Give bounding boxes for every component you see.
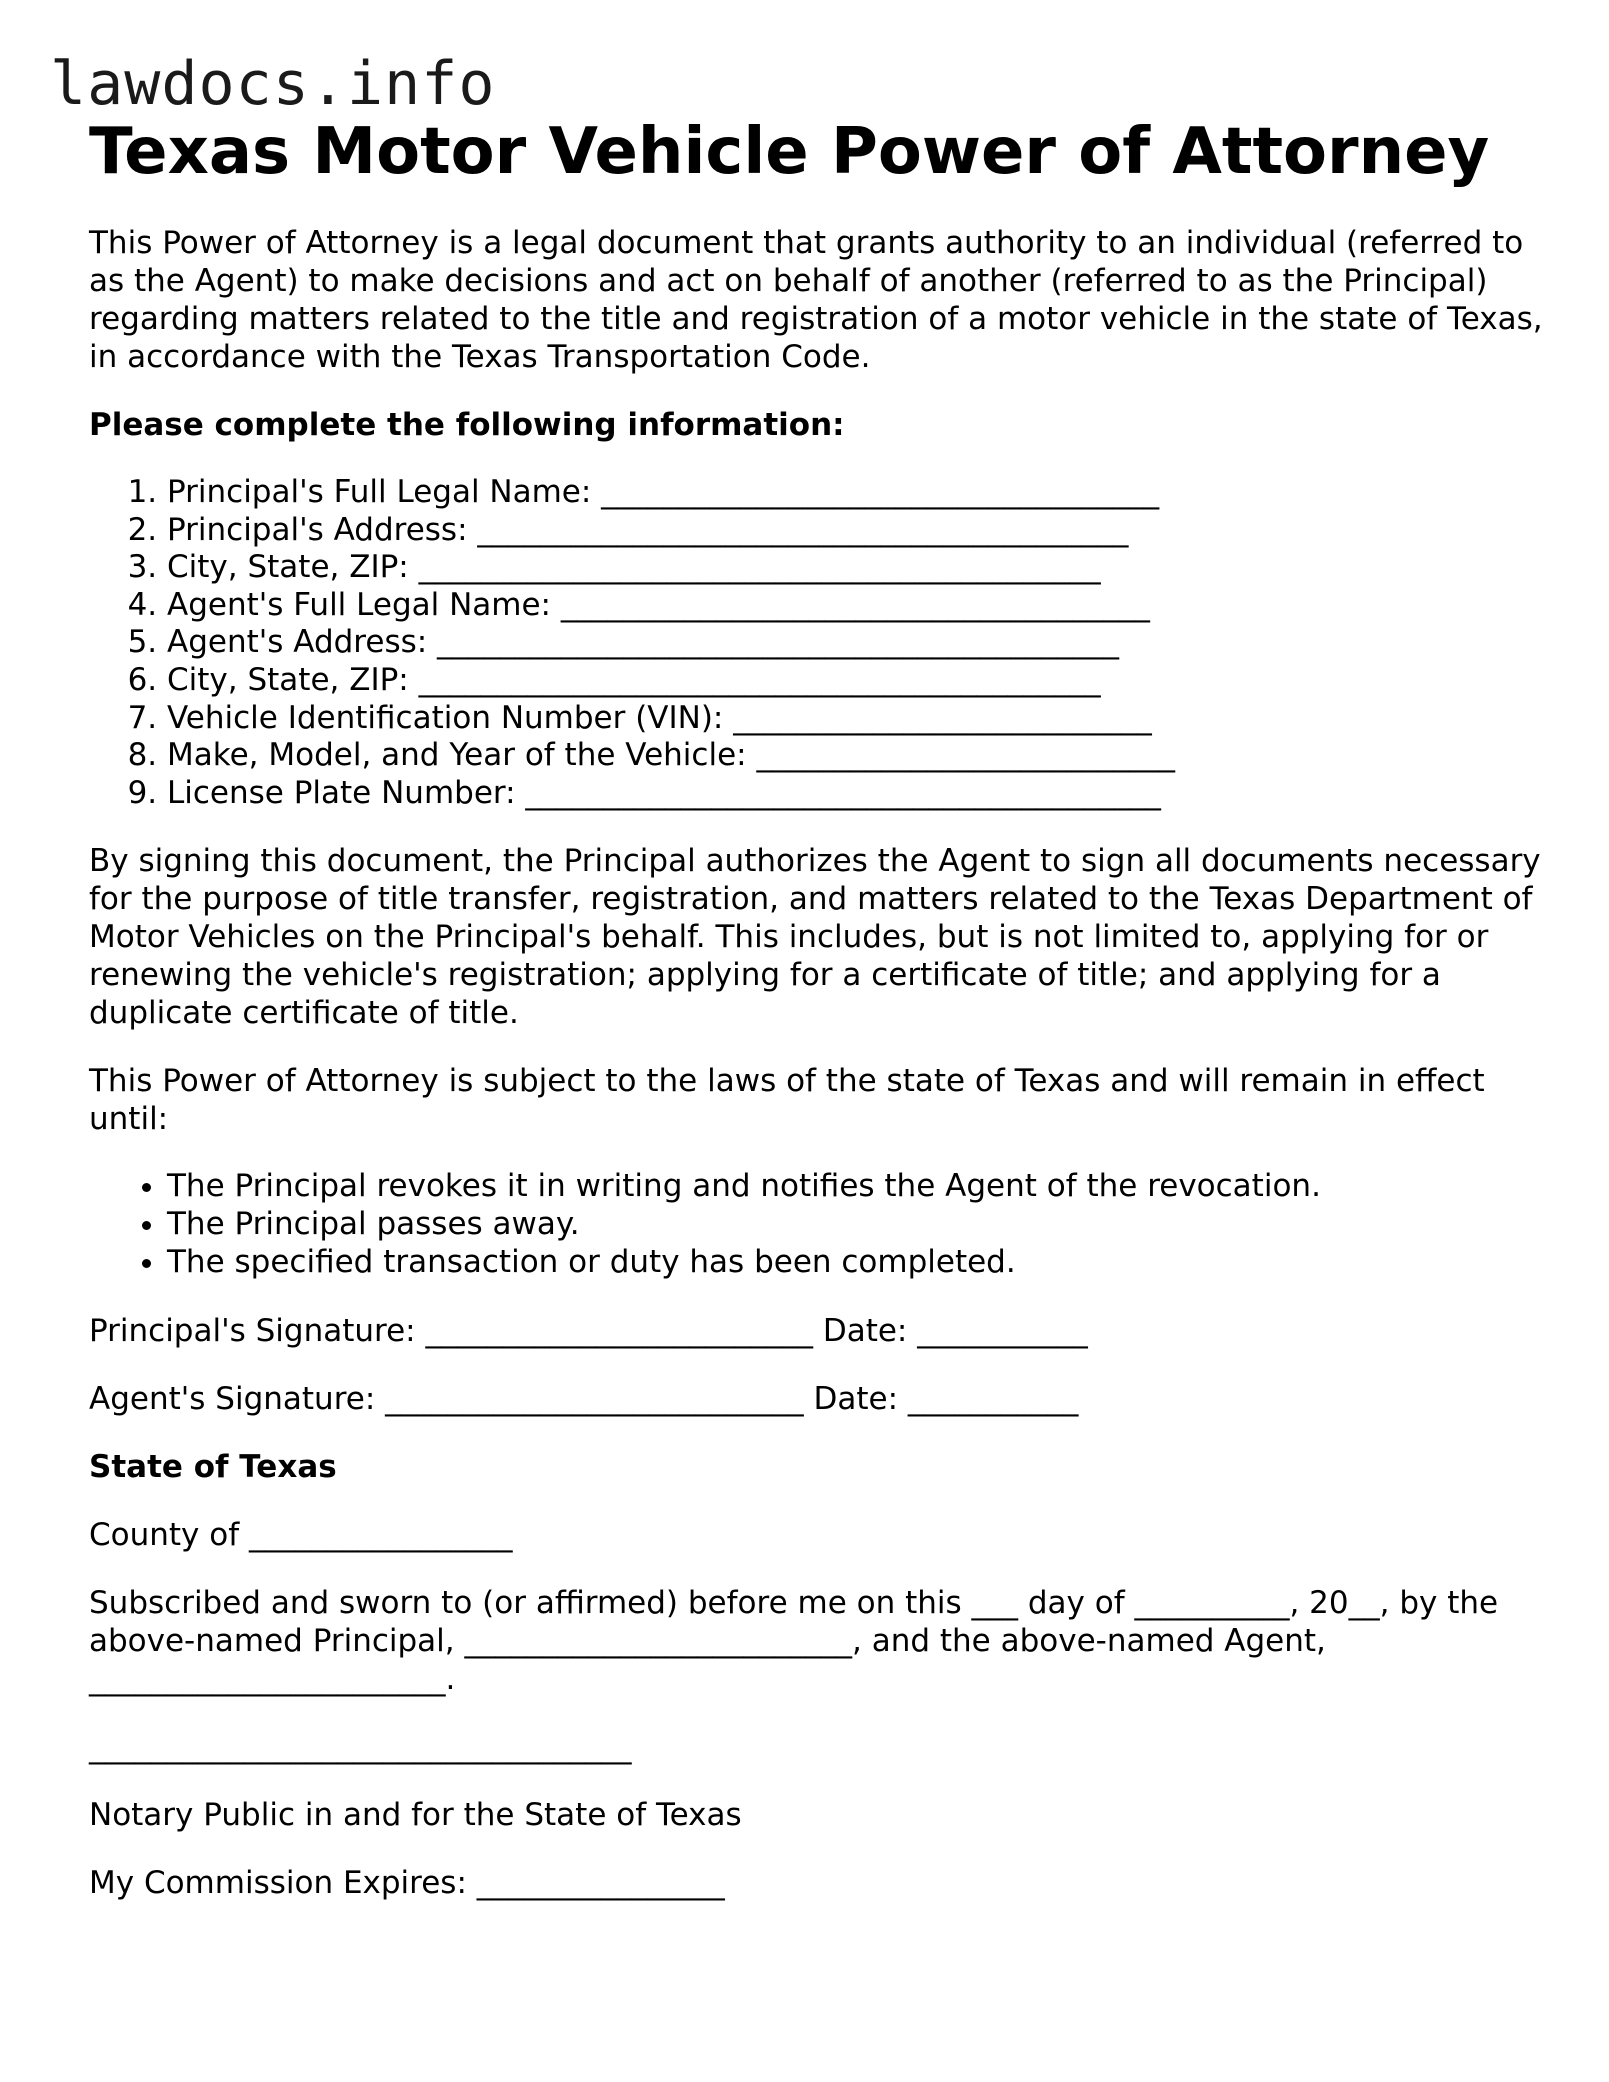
field-principal-name: 1. Principal's Full Legal Name: ____________________________________: [167, 474, 1549, 512]
instructions-heading: Please complete the following information:: [89, 407, 845, 443]
notary-title: Notary Public in and for the State of Texas: [89, 1796, 742, 1833]
document-title: Texas Motor Vehicle Power of Attorney: [89, 115, 1490, 189]
authorization-paragraph: By signing this document, the Principal authorizes the Agent to sign all documents necessary for the purpose of title transfer, registration, and matters related to the Texas Department of Motor Vehicles on the Principal's behalf. This includes, but is not limited to, applying for or renewing the vehicle's registration; applying for a certificate of title; and applying for a duplicate certificate of title.: [89, 843, 1541, 1032]
document: [89, 112, 1549, 1902]
condition-item: • The Principal revokes it in writing and notifies the Agent of the revocation.: [167, 1168, 1549, 1206]
condition-item: • The Principal passes away.: [167, 1206, 1549, 1244]
field-principal-address: 2. Principal's Address: __________________________________________: [167, 512, 1549, 550]
agent-signature-line: Agent's Signature: ___________________________ Date: ___________: [89, 1380, 1079, 1417]
field-principal-city-state-zip: 3. City, State, ZIP: ____________________________________________: [167, 549, 1549, 587]
commission-expiry-line: My Commission Expires: ________________: [89, 1864, 725, 1901]
notary-signature-line: ___________________________________: [89, 1728, 632, 1765]
county-line: County of _________________: [89, 1516, 513, 1553]
field-agent-city-state-zip: 6. City, State, ZIP: ____________________________________________: [167, 662, 1549, 700]
watermark: lawdocs.info: [50, 49, 496, 119]
field-license-plate: 9. License Plate Number: _________________________________________: [167, 775, 1549, 813]
field-vin: 7. Vehicle Identification Number (VIN): ___________________________: [167, 700, 1549, 738]
state-heading: State of Texas: [89, 1448, 337, 1485]
revocation-conditions-list: [89, 1168, 1549, 1281]
intro-paragraph: This Power of Attorney is a legal document that grants authority to an individual (referred to as the Agent) to make decisions and act on behalf of another (referred to as the Principal) regarding matters related to the title and registration of a motor vehicle in the state of Texas, in accordance with the Texas Transportation Code.: [89, 225, 1543, 375]
principal-signature-line: Principal's Signature: _________________________ Date: ___________: [89, 1312, 1088, 1349]
condition-item: • The specified transaction or duty has been completed.: [167, 1244, 1549, 1282]
sworn-statement: Subscribed and sworn to (or affirmed) before me on this ___ day of __________, 20__, by the above-named Principal, _________________________, and the above-named Agent, _______________________.: [89, 1584, 1499, 1697]
field-agent-name: 4. Agent's Full Legal Name: ______________________________________: [167, 587, 1549, 625]
field-agent-address: 5. Agent's Address: ____________________________________________: [167, 624, 1549, 662]
field-make-model-year: 8. Make, Model, and Year of the Vehicle: ___________________________: [167, 737, 1549, 775]
validity-paragraph: This Power of Attorney is subject to the laws of the state of Texas and will remain in effect until:: [89, 1063, 1485, 1138]
information-fields-list: [89, 474, 1549, 812]
